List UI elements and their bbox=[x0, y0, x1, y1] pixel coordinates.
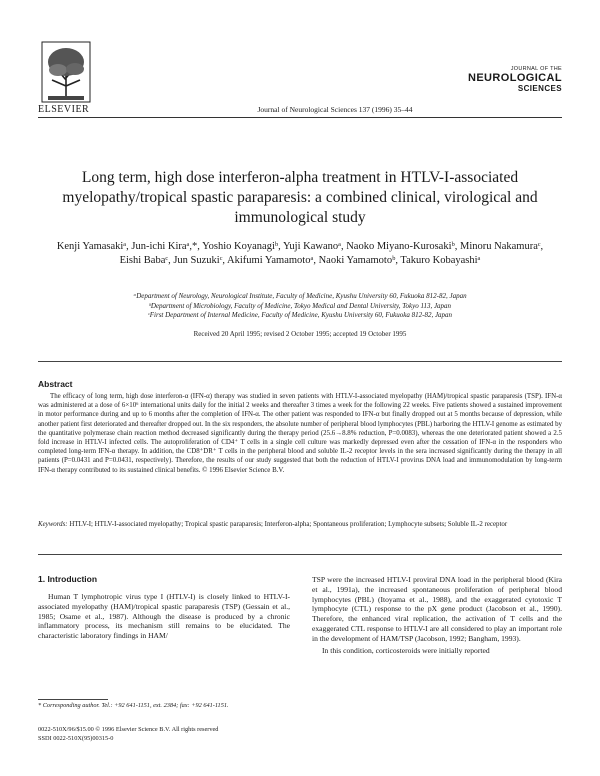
affiliations bbox=[50, 292, 550, 321]
keywords-label: Keywords: bbox=[38, 521, 68, 528]
intro-left-column: Human T lymphotropic virus type I (HTLV-I) is closely linked to HTLV-I-associated myelopathy (HAM)/tropical spastic paraparesis (TSP) (Gessain et al., 1985; Osame et al., 1987). Although the disease is produced by a chronic inflammatory process, its mechanism still remains to be elucidated. The characteristic laboratory findings in HAM/ bbox=[38, 592, 290, 641]
copyright-notice bbox=[38, 726, 290, 743]
received-dates: Received 20 April 1995; revised 2 October 1995; accepted 19 October 1995 bbox=[193, 330, 407, 338]
section-heading-introduction: 1. Introduction bbox=[38, 574, 98, 584]
intro-right-column bbox=[312, 575, 562, 655]
journal-brand-line2: NEUROLOGICAL bbox=[467, 72, 562, 84]
abstract-body: The efficacy of long term, high dose interferon-α (IFN-α) therapy was studied in seven patients with HTLV-I-associated myelopathy (HAM)/tropical spastic paraparesis (TSP). IFN-α was administered at a dose of 6×10⁶ international units daily for the initial 2 weeks and thereafter 3 times a week for the following 22 weeks. Five patients showed a sustained improvement in motor performance during and up to 6 months after the completion of IFN-α. The other patient was responded to IFN-α but finally dropped out at 5 months because of depression, while another patient first deteriorated and thereafter dropped out. In the six responders, the absolute number of peripheral blood lymphocytes (PBL) harboring the HTLV-I genome as estimated by the quantitative polymerase chain reaction method decreased significantly during the therapy period (25.6→8.8% reduction, P=0.0083), whereas the one deteriorated patient showed a 2.5 fold increase in HTLV-I infected cells. The autoproliferation of CD4⁺ T cells in a single cell culture was markedly depressed even after the cessation of IFN-α in the responders who completed long-term IFN-α therapy. In addition, the CD8⁺DR⁺ T cells in the peripheral blood and soluble IL-2 receptor levels in the sera increased significantly during the therapy in all patients (P=0.0431 and P=0.0431, respectively). Therefore, the results of our study suggested that both the reduction of HTLV-I provirus DNA load and immunomodulation by long-term IFN-α therapy contributed to its sustained clinical benefits. © 1996 Elsevier Science B.V. bbox=[38, 393, 562, 474]
affiliation-b: ᵇDepartment of Microbiology, Faculty of Medicine, Tokyo Medical and Dental University, Tokyo 113, Japan bbox=[148, 301, 452, 310]
ssdi-line: SSDI 0022-510X(95)00315-0 bbox=[38, 734, 114, 742]
affiliation-a: ᵃDepartment of Neurology, Neurological Institute, Faculty of Medicine, Kyushu University 60, Fukuoka 812-82, Japan bbox=[133, 292, 467, 300]
author-list: Kenji Yamasakiᵃ, Jun-ichi Kiraᵃ,*, Yoshio Koyanagiᵇ, Yuji Kawanoᵃ, Naoko Miyano-Kurosakiᵇ, Minoru Nakamuraᶜ, Eishi Babaᶜ, Jun Suzukiᶜ, Akifumi Yamamotoᵃ, Naoki Yamamotoᵇ, Takuro Kobayashiᵃ bbox=[56, 241, 544, 266]
journal-brand-line1: JOURNAL OF THE bbox=[510, 66, 562, 72]
abstract-bottom-divider bbox=[38, 554, 562, 555]
intro-paragraph-next: In this condition, corticosteroids were initially reported bbox=[322, 645, 490, 655]
copyright-line: 0022-510X/96/$15.00 © 1996 Elsevier Science B.V. All rights reserved bbox=[38, 726, 219, 733]
journal-citation: Journal of Neurological Sciences 137 (1996) 35–44 bbox=[257, 105, 413, 114]
elsevier-tree-logo bbox=[40, 40, 92, 110]
keywords bbox=[38, 520, 562, 529]
journal-brand bbox=[468, 66, 562, 93]
abstract-top-divider bbox=[38, 361, 562, 362]
keywords-list: HTLV-I; HTLV-I-associated myelopathy; Tropical spastic paraparesis; Interferon-alpha; Spontaneous proliferation; Lymphocyte subsets; Soluble IL-2 receptor bbox=[69, 521, 508, 528]
affiliation-c: ᶜFirst Department of Internal Medicine, Faculty of Medicine, Kyushu University 60, Fukuoka 812-82, Japan bbox=[147, 311, 453, 319]
footnote-divider bbox=[38, 699, 108, 700]
intro-paragraph-continued: TSP were the increased HTLV-I proviral DNA load in the peripheral blood (Kira et al., 1991a), the increased spontaneous proliferation of peripheral blood lymphocytes (PBL) (Itoyama et al., 1988), and the exaggerated cytotoxic T lymphocyte (CTL) response to the pX gene product (Jacobson et al., 1990). Therefore, the enhanced viral replication, the activation of T cells and the exaggerated CTL response to HTLV-I are all considered to play an important role in the development of HAM/TSP (Jacobson, 1992; Bangham, 1993). bbox=[312, 575, 562, 643]
header-divider bbox=[38, 117, 562, 118]
publisher-name: ELSEVIER bbox=[38, 104, 90, 115]
journal-brand-line3: SCIENCES bbox=[517, 84, 562, 93]
corresponding-author-footnote: * Corresponding author. Tel.: +92 641-1151, ext. 2384; fax: +92 641-1151. bbox=[38, 702, 229, 709]
abstract-heading: Abstract bbox=[38, 379, 73, 389]
article-title: Long term, high dose interferon-alpha treatment in HTLV-I-associated myelopathy/tropical spastic paraparesis: a combined clinical, virological and immunological study bbox=[62, 169, 538, 226]
